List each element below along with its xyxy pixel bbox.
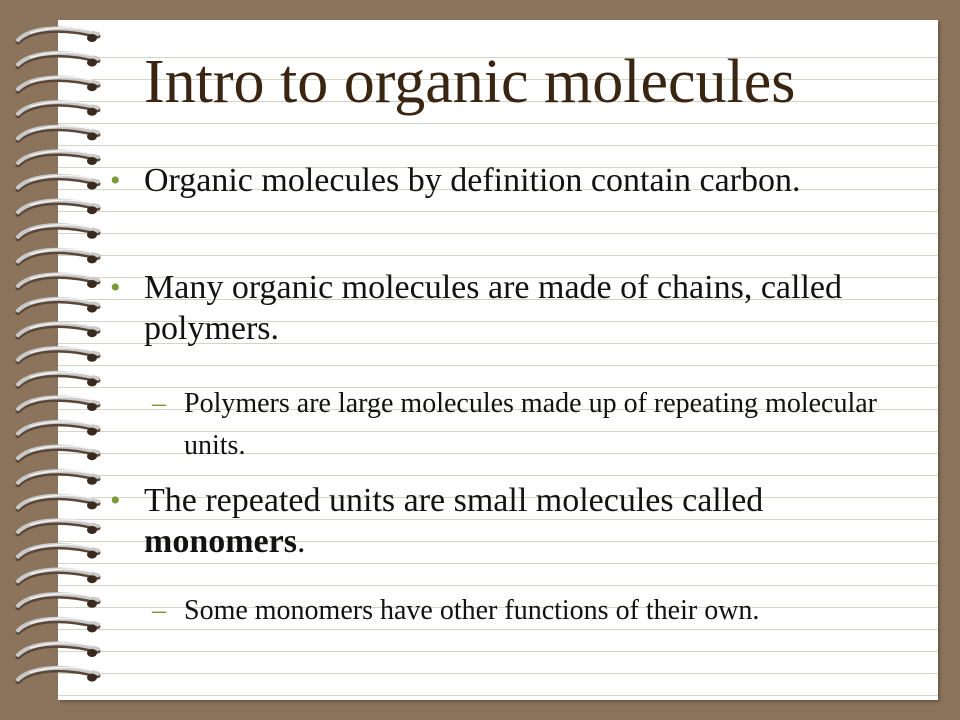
bullet-text: The repeated units are small molecules called [144,482,764,519]
bullet-text: Many organic molecules are made of chains, called polymers. [144,269,842,347]
bullet-text-end: . [296,523,306,560]
bullet-marker: • [110,484,121,517]
bullet-text: Organic molecules by definition contain carbon. [144,162,801,199]
bullet-item [110,267,924,349]
bold-term: monomers [144,523,297,560]
sub-bullet-item [152,590,904,632]
sub-bullet-marker: – [152,388,166,419]
sub-bullet-item [152,383,904,467]
sub-bullet-text: Polymers are large molecules made up of repeating molecular units. [184,388,877,461]
slide-content [58,20,938,700]
slide-title: Intro to organic molecules [144,48,796,116]
bullet-marker: • [110,271,121,304]
bullet-item [110,160,924,201]
bullet-item [110,480,924,562]
sub-bullet-text: Some monomers have other functions of their own. [184,595,760,626]
sub-bullet-marker: – [152,595,166,626]
bullet-marker: • [110,164,121,197]
